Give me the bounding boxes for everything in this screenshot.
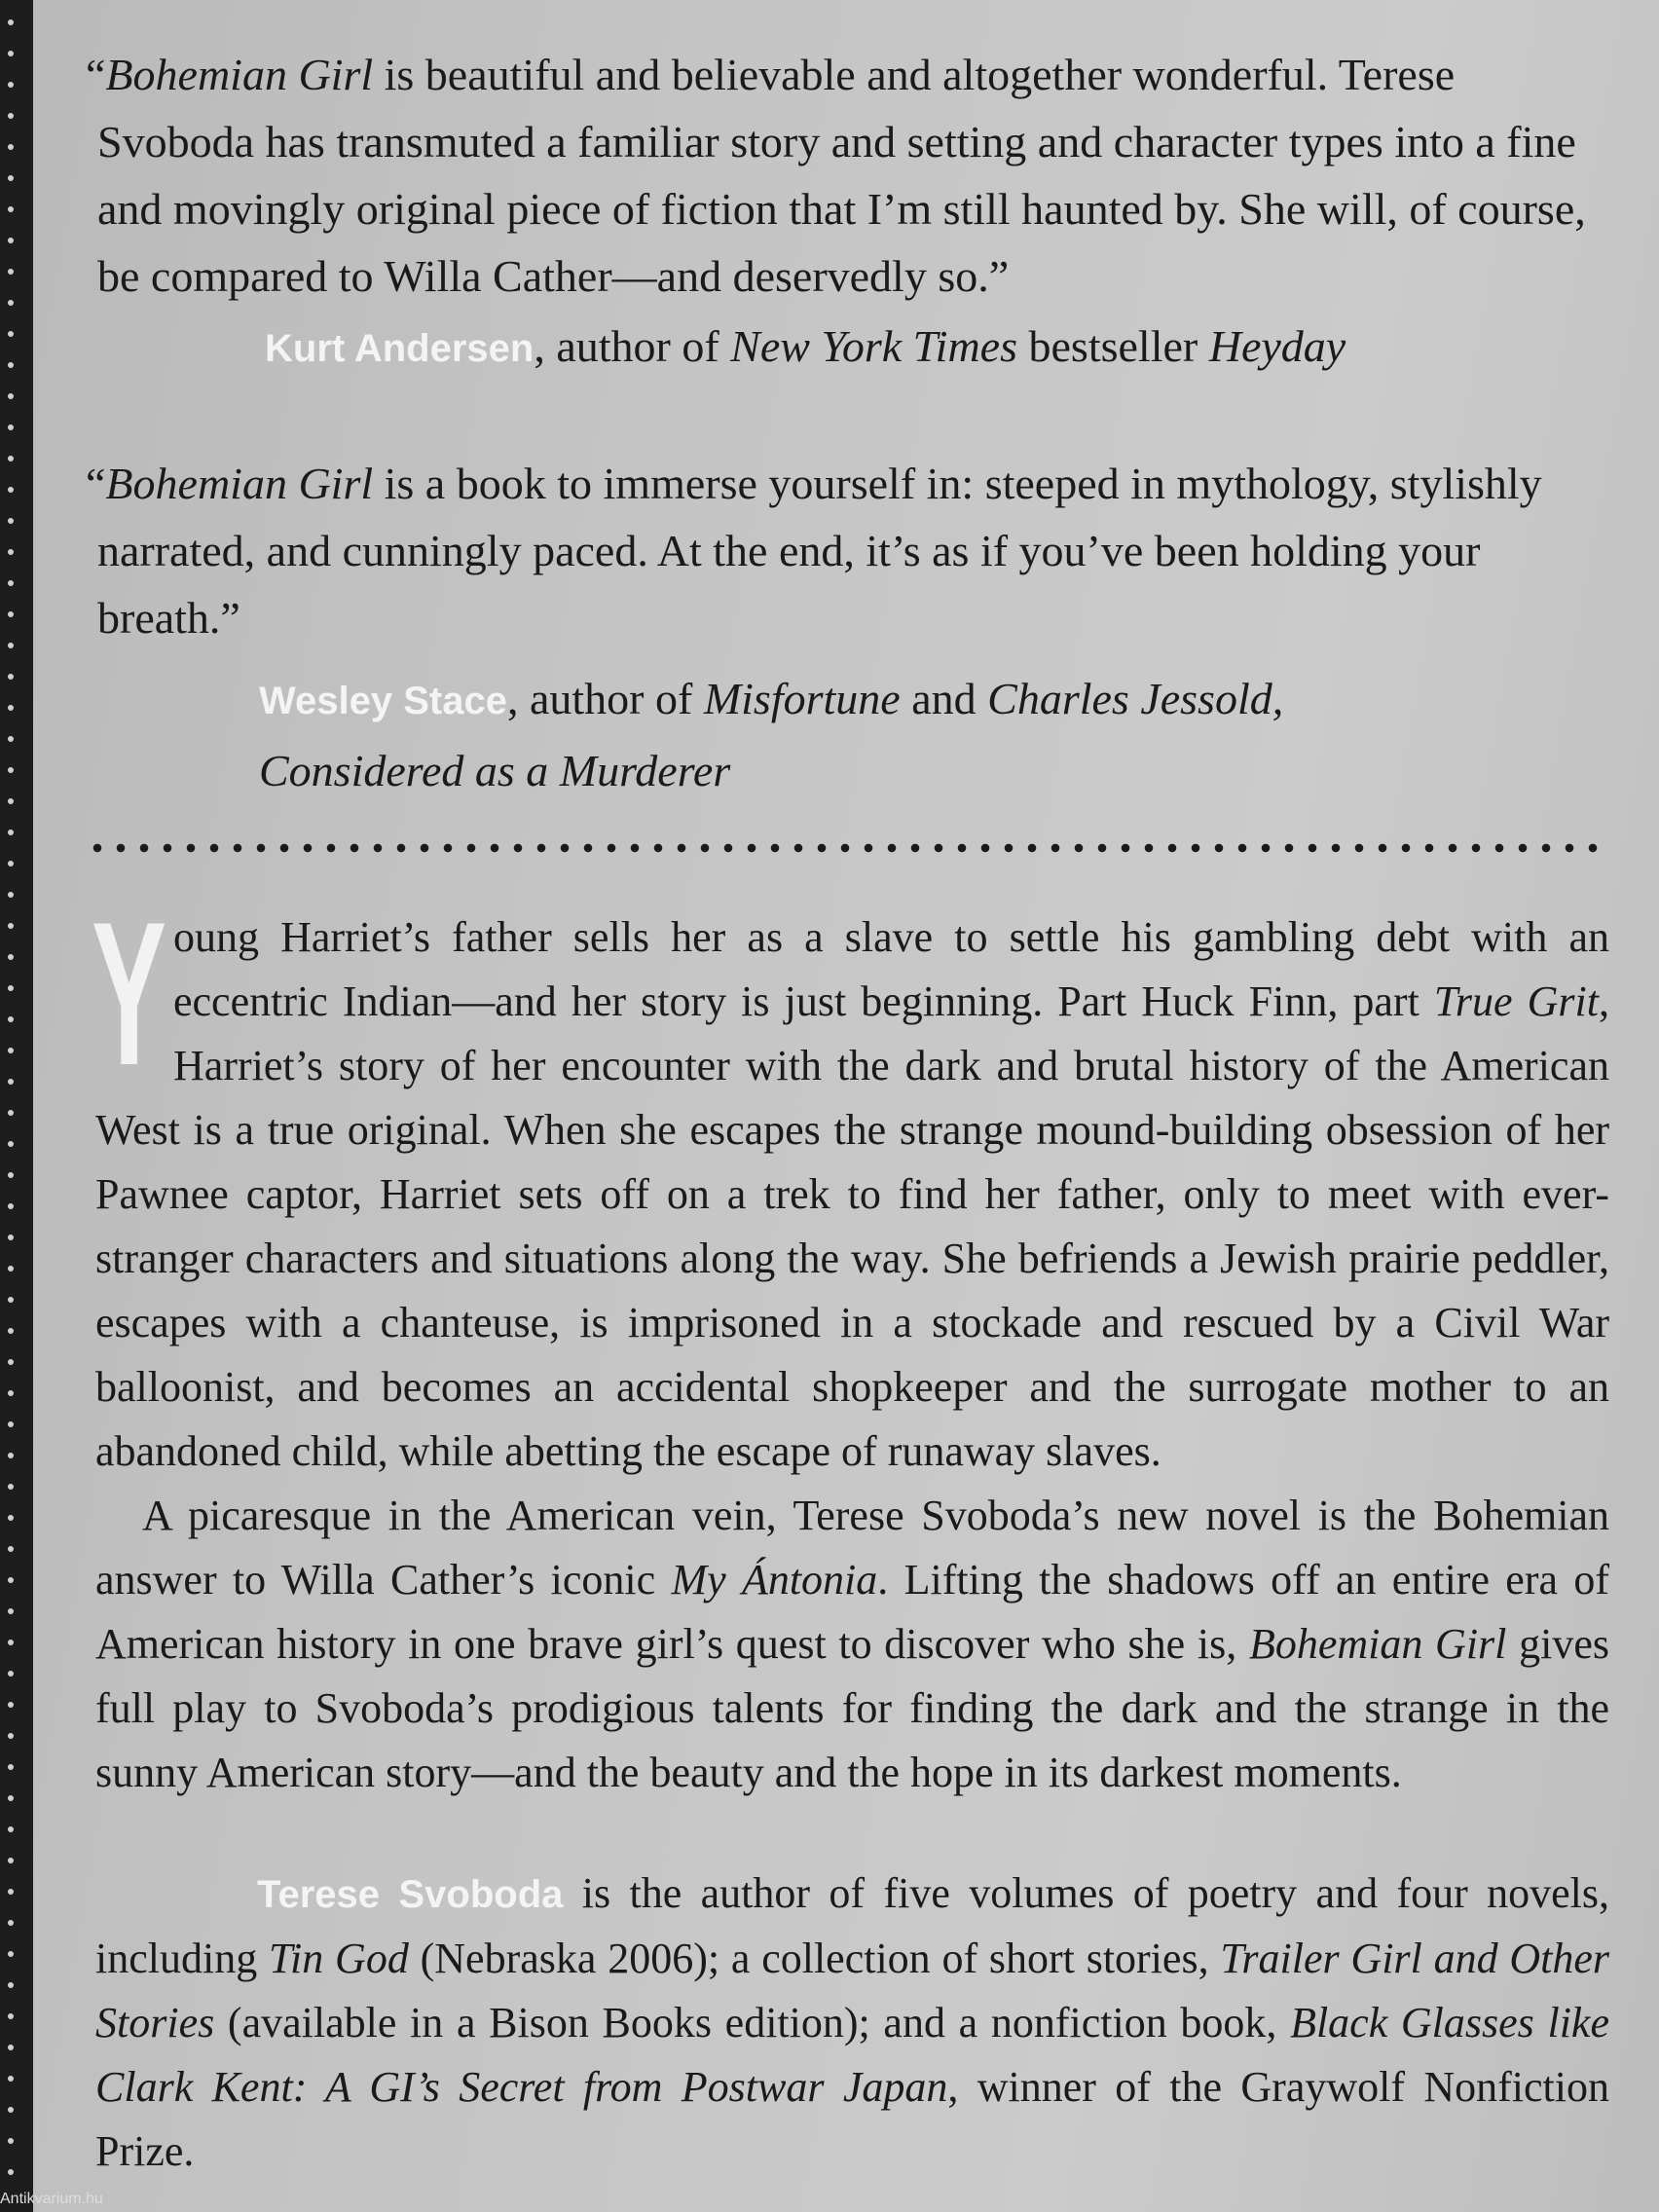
italic-title: Tin God	[269, 1935, 409, 1982]
binding-hole	[8, 1172, 14, 1178]
italic-title: True Grit	[1433, 977, 1600, 1025]
binding-hole	[8, 1016, 14, 1022]
italic-title: Black Glasses like Clark Kent: A GI’s Secret from Postwar Japan	[95, 1999, 1609, 2111]
binding-hole	[8, 2107, 14, 2113]
binding-hole	[8, 611, 14, 617]
binding-hole	[8, 1889, 14, 1895]
binding-hole	[8, 954, 14, 960]
binding-hole	[8, 393, 14, 399]
binding-hole	[8, 1858, 14, 1863]
binding-hole	[8, 19, 14, 25]
binding-hole	[8, 549, 14, 555]
binding-hole	[8, 82, 14, 88]
binding-hole	[8, 1702, 14, 1708]
binding-hole	[8, 1359, 14, 1365]
binding-hole	[8, 456, 14, 461]
open-quote: “	[86, 459, 106, 508]
binding-hole	[8, 1920, 14, 1926]
binding-hole	[8, 2169, 14, 2175]
binding-hole	[8, 1203, 14, 1209]
reviewer-name: Wesley Stace	[259, 680, 507, 722]
binding-hole	[8, 2013, 14, 2019]
watermark: Antikvarium.hu	[0, 2191, 103, 2207]
binding-hole	[8, 736, 14, 742]
binding-hole	[8, 705, 14, 711]
binding-hole	[8, 767, 14, 773]
blurb-quote-1	[86, 41, 1616, 310]
binding-hole	[8, 1235, 14, 1240]
binding-hole	[8, 674, 14, 680]
quote-text: is a book to immerse yourself in: steeped in mythology, stylishly narrated, and cunningly paced. At the end, it’s as if you’ve been holding your breath.”	[97, 459, 1542, 643]
binding-hole	[8, 1453, 14, 1458]
binding-hole	[8, 1982, 14, 1988]
blurb-attribution-1	[265, 312, 1346, 384]
binding-hole	[8, 580, 14, 586]
description-paragraph-1	[92, 879, 1610, 1484]
binding-hole	[8, 1079, 14, 1085]
binding-hole	[8, 1266, 14, 1272]
bio-paragraph	[95, 1862, 1609, 2184]
binding-hole	[8, 1671, 14, 1677]
binding-hole	[8, 923, 14, 929]
dotted-divider	[86, 843, 1604, 853]
binding-hole	[8, 144, 14, 150]
binding-hole	[8, 2138, 14, 2144]
binding-hole	[8, 1048, 14, 1053]
binding-hole	[8, 1733, 14, 1739]
binding-hole	[8, 1546, 14, 1552]
drop-cap: Y	[92, 879, 167, 1108]
attribution-text: bestseller	[1017, 321, 1209, 371]
binding-hole	[8, 2045, 14, 2050]
binding-hole	[8, 1515, 14, 1521]
attribution-text: and	[900, 674, 988, 723]
binding-hole	[8, 331, 14, 337]
attribution-work: Heyday	[1208, 321, 1346, 371]
paragraph-text: oung Harriet’s father sells her as a slave to settle his gambling debt with an eccentric Indian—and her story is just beginning. Part Huck Finn, part	[173, 913, 1609, 1025]
bio-text: (available in a Bison Books edition); and a nonfiction book,	[214, 1999, 1291, 2046]
binding-hole	[8, 830, 14, 835]
paragraph-text: , Harriet’s story of her encounter with the dark and brutal history of the American West is a true original. When she escapes the strange mound-building obsession of her Pawnee captor, Harriet sets off on a trek to find her father, only to meet with ever-stranger characters and situations along the way. She befriends a Jewish prairie peddler, escapes with a chanteuse, is imprisoned in a stockade and rescued by a Civil War balloonist, and becomes an accidental shopkeeper and the surrogate mother to an abandoned child, while abetting the escape of runaway slaves.	[95, 977, 1610, 1475]
binding-hole	[8, 206, 14, 212]
blurb-attribution-2	[259, 664, 1427, 806]
attribution-work: New York Times	[730, 321, 1017, 371]
binding-hole	[8, 424, 14, 430]
binding-hole	[8, 1608, 14, 1614]
description-paragraph-2	[95, 1484, 1609, 1805]
binding-hole	[8, 269, 14, 275]
binding-hole	[8, 175, 14, 181]
binding-hole	[8, 1951, 14, 1957]
paragraph-text: A picaresque in the American vein, Terese Svoboda’s new novel is the Bohemian answer to Willa Cather’s iconic	[95, 1492, 1609, 1604]
binding-hole	[8, 1328, 14, 1334]
binding-hole	[8, 1141, 14, 1147]
binding-hole	[8, 861, 14, 866]
binding-hole	[8, 1390, 14, 1396]
binding-hole	[8, 1764, 14, 1770]
binding-hole	[8, 1795, 14, 1801]
blurb-quote-2	[86, 450, 1597, 651]
binding-hole	[8, 1110, 14, 1116]
binding-hole	[8, 798, 14, 804]
binding-hole	[8, 1297, 14, 1303]
italic-title: My Ántonia	[671, 1556, 878, 1604]
italic-title: Trailer Girl and Other Stories	[95, 1935, 1610, 2046]
binding-hole	[8, 985, 14, 991]
binding-hole	[8, 487, 14, 493]
attribution-work: Misfortune	[703, 674, 901, 723]
binding-hole	[8, 1484, 14, 1490]
quote-book-title: Bohemian Girl	[105, 459, 374, 508]
attribution-text: , author of	[534, 321, 731, 371]
attribution-work: Charles Jessold, Considered as a Murderer	[259, 674, 1284, 795]
quote-text: is beautiful and believable and altogether wonderful. Terese Svoboda has transmuted a familiar story and setting and character types into a fine and movingly original piece of fiction that I’m still haunted by. She will, of course, be compared to Willa Cather—and deservedly so.”	[97, 50, 1586, 301]
book-description	[92, 879, 1610, 1805]
binding-hole	[8, 1640, 14, 1645]
binding-hole	[8, 892, 14, 898]
bio-text: , winner of the Graywolf Nonfiction Prize.	[95, 2063, 1609, 2175]
paragraph-text: gives full play to Svoboda’s prodigious talents for finding the dark and the strange in the sunny American story—and the beauty and the hope in its darkest moments.	[95, 1620, 1609, 1796]
perforated-binding-strip	[0, 0, 33, 2212]
binding-hole	[8, 1577, 14, 1583]
binding-hole	[8, 518, 14, 524]
reviewer-name: Kurt Andersen	[265, 327, 535, 370]
italic-title: Bohemian Girl	[1248, 1620, 1507, 1668]
binding-hole	[8, 113, 14, 119]
binding-hole	[8, 643, 14, 648]
attribution-text: , author of	[506, 674, 704, 723]
open-quote: “	[86, 50, 106, 99]
author-name: Terese Svoboda	[257, 1873, 564, 1916]
binding-hole	[8, 300, 14, 306]
quote-book-title: Bohemian Girl	[105, 50, 374, 99]
binding-hole	[8, 1826, 14, 1832]
binding-hole	[8, 238, 14, 243]
binding-hole	[8, 51, 14, 56]
binding-hole	[8, 1421, 14, 1427]
author-bio	[95, 1862, 1609, 2184]
binding-hole	[8, 362, 14, 368]
paragraph-text: . Lifting the shadows off an entire era of American history in one brave girl’s quest to discover who she is,	[95, 1556, 1609, 1668]
bio-text: (Nebraska 2006); a collection of short stories,	[408, 1935, 1221, 1982]
binding-hole	[8, 2076, 14, 2082]
bio-text: is the author of five volumes of poetry and four novels, including	[95, 1869, 1609, 1982]
